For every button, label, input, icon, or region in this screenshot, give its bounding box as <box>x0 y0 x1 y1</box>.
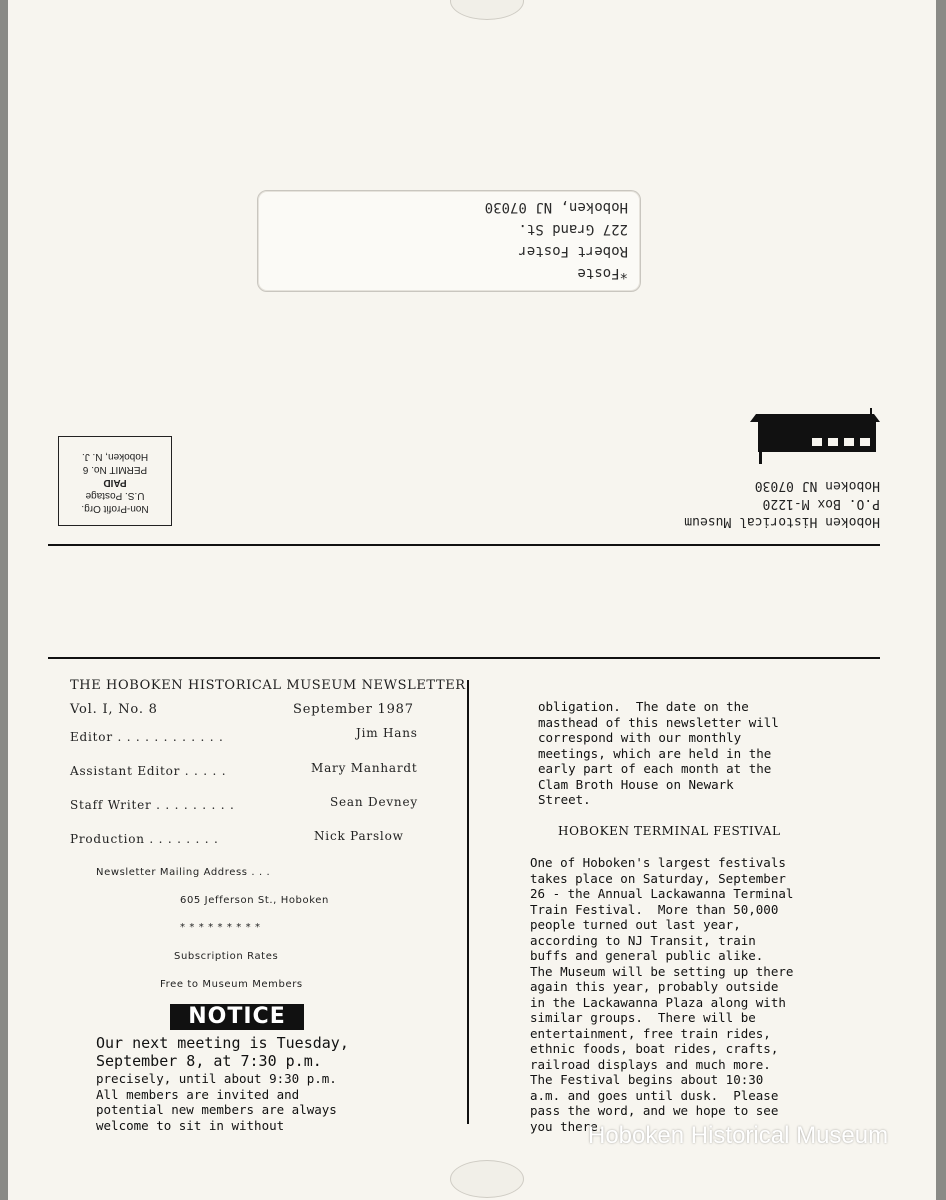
staff-role: Staff Writer . . . . . . . . . <box>70 798 235 812</box>
staff-name: Nick Parslow <box>314 829 404 843</box>
staff-name: Mary Manhardt <box>311 761 418 775</box>
punch-hole-top <box>450 0 524 20</box>
fold-rule-upper <box>48 544 880 546</box>
volume-number: Vol. I, No. 8 <box>70 702 158 717</box>
postage-line: Non-Profit Org. <box>81 503 149 514</box>
staff-name: Jim Hans <box>356 726 418 740</box>
subscription-value: Free to Museum Members <box>160 979 303 990</box>
postage-permit-box <box>58 436 172 526</box>
newsletter-page <box>8 0 936 1200</box>
notice-badge: NOTICE <box>170 1004 304 1030</box>
punch-hole-bottom <box>450 1160 524 1198</box>
newsletter-title: THE HOBOKEN HISTORICAL MUSEUM NEWSLETTER <box>70 678 466 693</box>
column-divider <box>467 680 469 1124</box>
meeting-continuation: obligation. The date on the masthead of this newsletter will correspond with our monthly meetings, which are held in the early part of each month at the Clam Broth House on Newark Street. <box>538 699 779 807</box>
return-address <box>628 470 880 530</box>
museum-logo-icon <box>750 408 880 466</box>
star-divider: * * * * * * * * * <box>180 922 261 933</box>
postage-line: U.S. Postage <box>85 490 145 501</box>
staff-role: Editor . . . . . . . . . . . . <box>70 730 224 744</box>
issue-date: September 1987 <box>293 702 414 717</box>
return-line: P.O. Box M-1220 <box>762 496 880 511</box>
staff-role: Assistant Editor . . . . . <box>70 764 227 778</box>
staff-name: Sean Devney <box>330 795 418 809</box>
recipient-line: Hoboken, NJ 07030 <box>484 199 628 215</box>
mailing-address-label: Newsletter Mailing Address . . . <box>96 867 271 878</box>
recipient-address <box>393 200 628 284</box>
festival-article: One of Hoboken's largest festivals takes place on Saturday, September 26 - the Annual Lackawanna Terminal Train Festival. More than 50,000 people turned out last year, according to NJ Transit, train buffs and general public alike. The Museum will be setting up there again this year, probably outside in the Lackawanna Plaza along with similar groups. There will be entertainment, free train rides, ethnic foods, boat rides, crafts, railroad displays and much more. The Festival begins about 10:30 a.m. and goes until dusk. Please pass the word, and we hope to see you there. <box>530 855 794 1134</box>
watermark: Hoboken Historical Museum <box>588 1122 889 1149</box>
postage-line: PERMIT No. 6 <box>82 464 148 475</box>
postage-line: PAID <box>103 477 127 488</box>
recipient-line: 227 Grand St. <box>518 221 628 237</box>
fold-rule-lower <box>48 657 880 659</box>
mailing-address: 605 Jefferson St., Hoboken <box>180 895 329 906</box>
subscription-label: Subscription Rates <box>174 951 279 962</box>
notice-body: precisely, until about 9:30 p.m. All members are invited and potential new members are always welcome to sit in without <box>96 1071 337 1133</box>
notice-lead: Our next meeting is Tuesday, September 8, at 7:30 p.m. <box>96 1034 349 1070</box>
return-line: Hoboken NJ 07030 <box>754 478 880 493</box>
staff-role: Production . . . . . . . . <box>70 832 219 846</box>
postage-line: Hoboken, N. J. <box>81 451 149 462</box>
return-line: Hoboken Historical Museum <box>684 514 880 529</box>
recipient-line: *Foste <box>577 265 628 281</box>
recipient-line: Robert Foster <box>518 243 628 259</box>
festival-heading: HOBOKEN TERMINAL FESTIVAL <box>558 824 781 838</box>
